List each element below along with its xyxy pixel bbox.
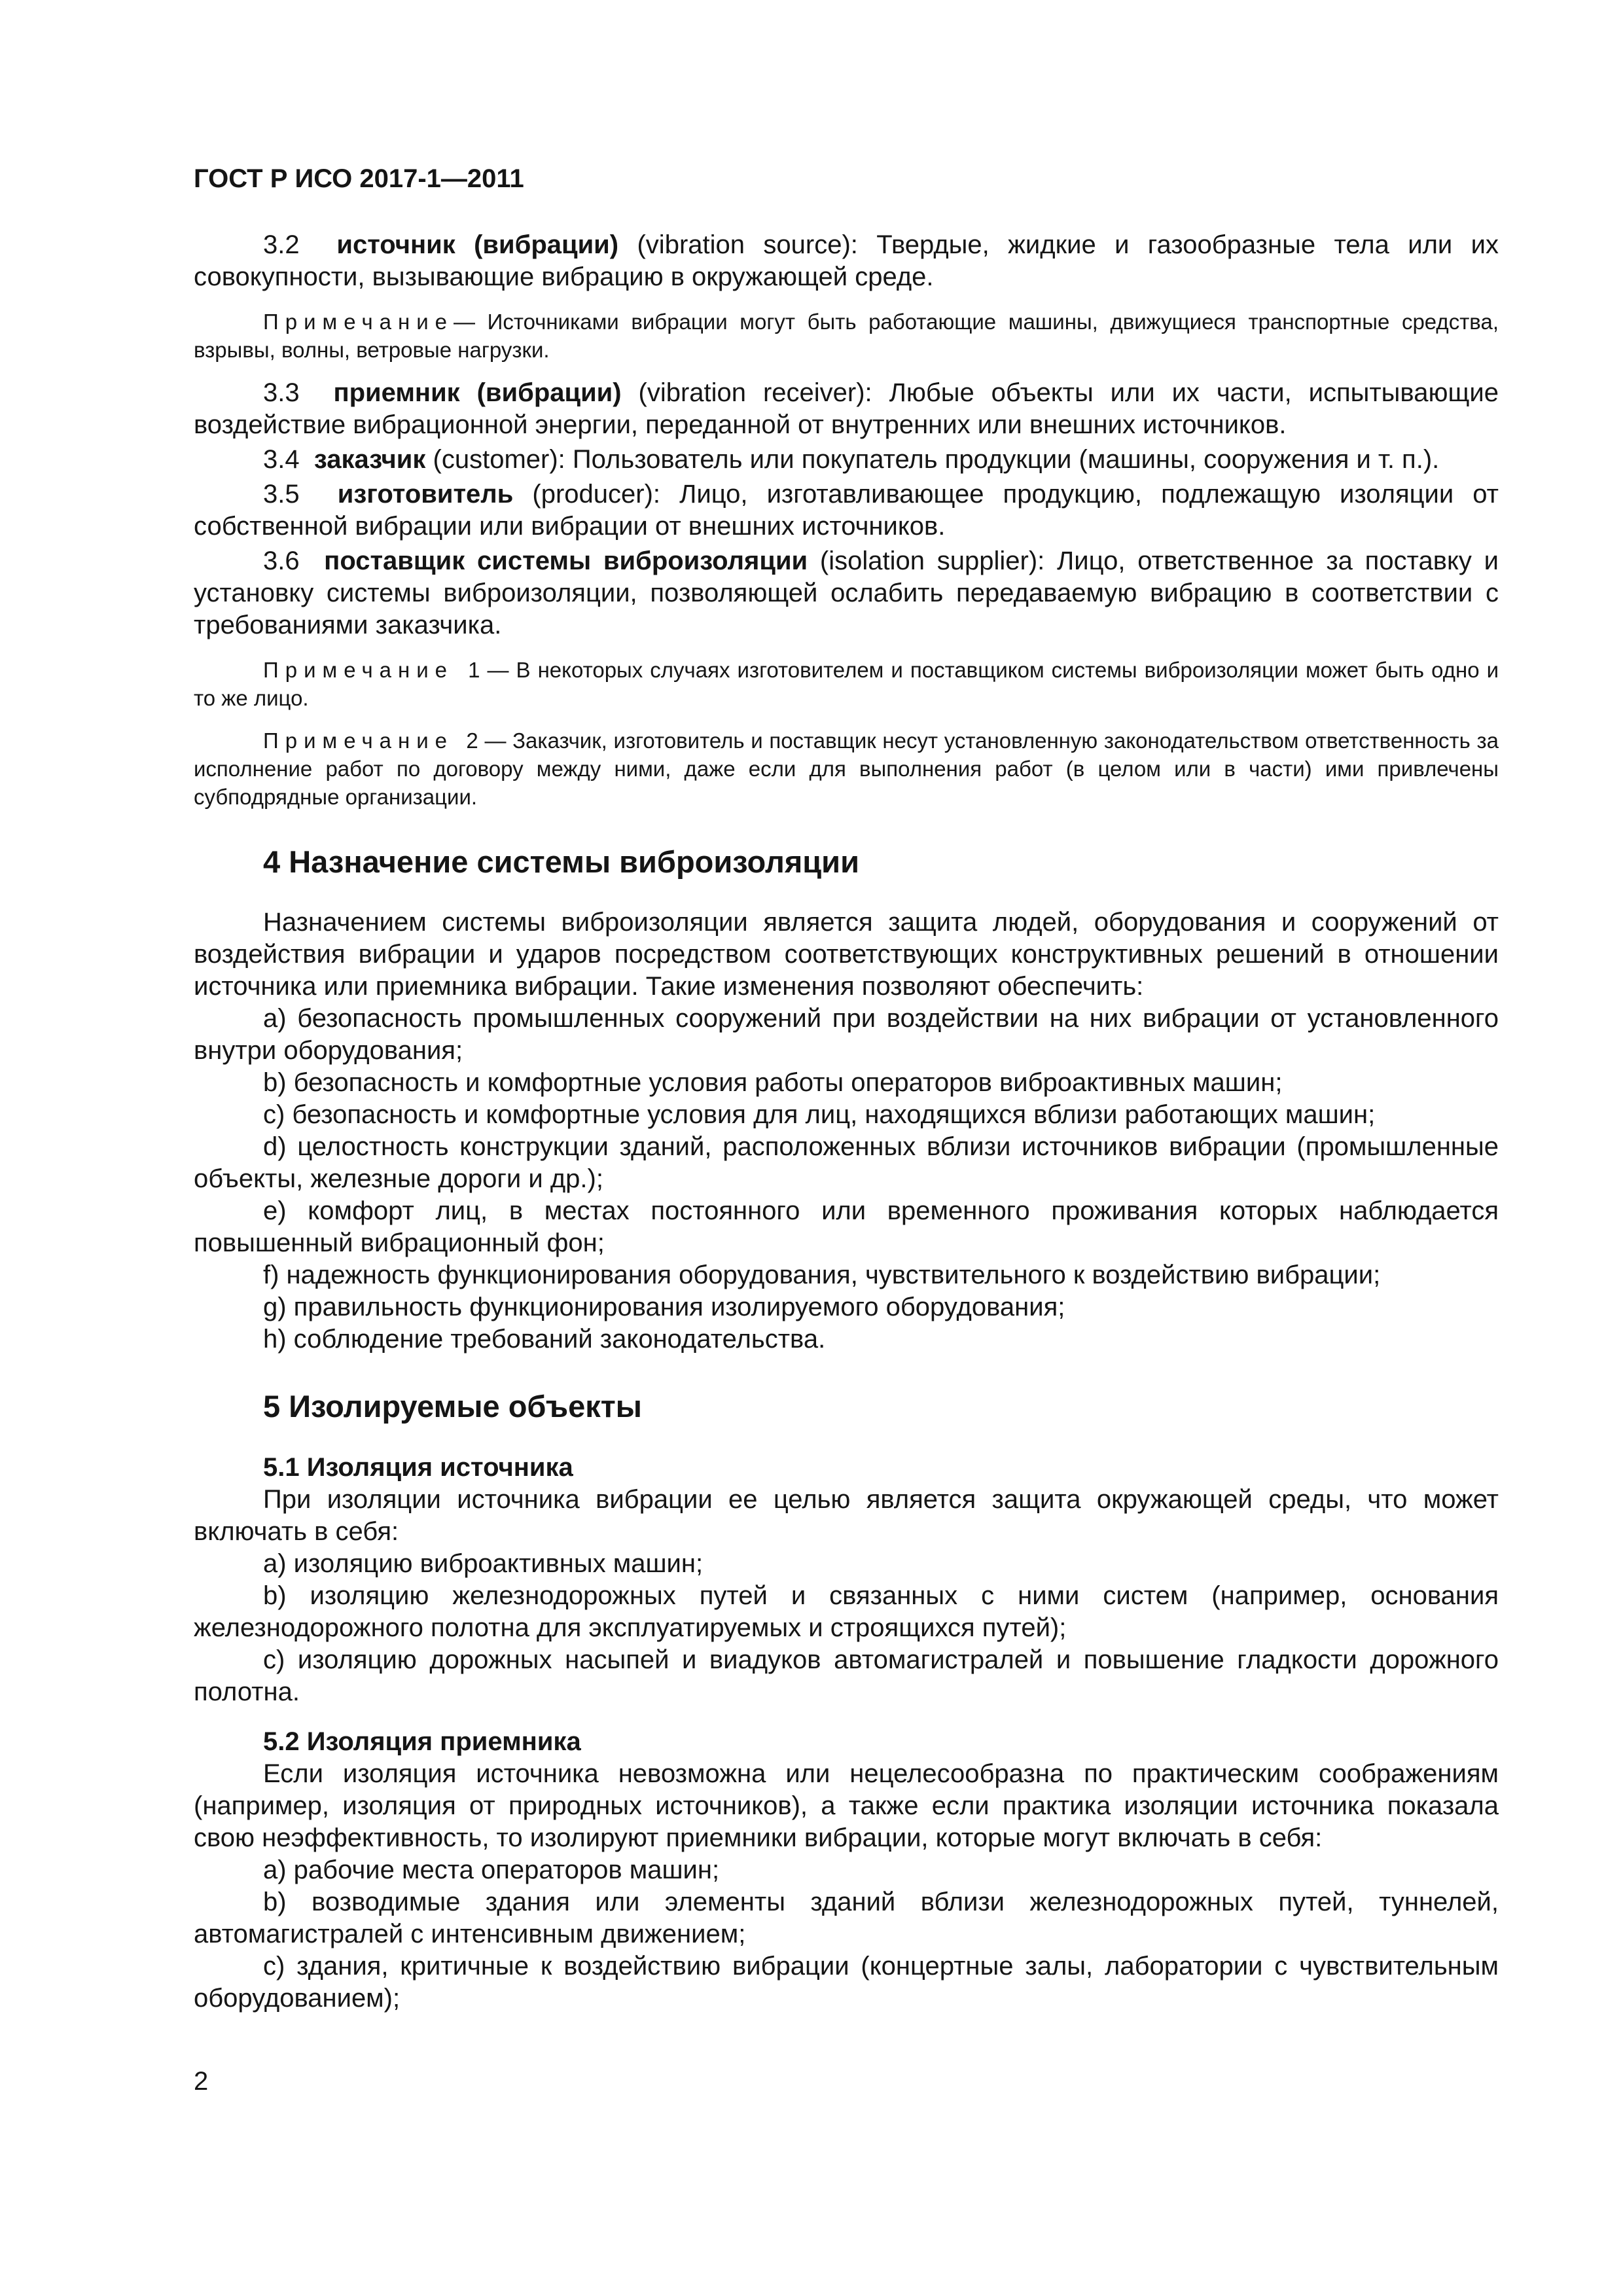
note-label: Примечание xyxy=(263,728,454,753)
term-english: (vibration source): xyxy=(637,230,858,259)
list-item: c) безопасность и комфортные условия для лиц, находящихся вблизи работающих машин; xyxy=(263,1100,1376,1129)
term-3-5 xyxy=(194,478,1499,543)
note-text: — Заказчик, изготовитель и поставщик несут установленную законодательством ответственность за исполнение работ по договору между ними, даже если для выполнения работ (в целом или в части) ими привлечены субподрядные организации. xyxy=(194,728,1499,809)
term-number: 3.4 xyxy=(263,445,300,474)
list-item: g) правильность функционирования изолируемого оборудования; xyxy=(263,1293,1065,1321)
list-item: a) изоляцию виброактивных машин; xyxy=(263,1549,704,1578)
list-item: f) надежность функционирования оборудования, чувствительного к воздействию вибрации; xyxy=(263,1261,1381,1289)
term-definition: Лицо, ответственное за поставку и установку системы виброизоляции, позволяющей ослабить передаваемую вибрацию в соответствии с требованиями заказчика. xyxy=(194,547,1499,639)
term-number: 3.2 xyxy=(263,230,300,259)
term-3-2 xyxy=(194,229,1499,293)
note-label: Примечание xyxy=(263,310,454,334)
section-4-intro: Назначением системы виброизоляции является защита людей, оборудования и сооружений от воздействия вибрации и ударов посредством соответствующих конструктивных решений в отношении источника или приемника вибрации. Такие изменения позволяют обеспечить: xyxy=(194,908,1499,1001)
term-definition: Твердые, жидкие и газообразные тела или их совокупности, вызывающие вибрацию в окружающей среде. xyxy=(194,230,1499,291)
standard-header: ГОСТ Р ИСО 2017-1—2011 xyxy=(194,164,524,193)
list-item: a) рабочие места операторов машин; xyxy=(263,1856,720,1884)
list-item: b) изоляцию железнодорожных путей и связанных с ними систем (например, основания железнодорожного полотна для эксплуатируемых и строящихся путей); xyxy=(194,1581,1499,1642)
term-name: заказчик xyxy=(313,445,426,474)
term-english: (vibration receiver): xyxy=(638,378,872,407)
term-number: 3.6 xyxy=(263,547,300,575)
note-number: 1 xyxy=(468,658,480,682)
term-definition: Любые объекты или их части, испытывающие воздействие вибрационной энергии, переданной от внутренних или внешних источников. xyxy=(194,378,1499,439)
note-3-6-1 xyxy=(194,656,1499,712)
term-definition: Лицо, изготавливающее продукцию, подлежащую изоляции от собственной вибрации или вибрации от внешних источников. xyxy=(194,480,1499,541)
list-item: a) безопасность промышленных сооружений при воздействии на них вибрации от установленного внутри оборудования; xyxy=(194,1004,1499,1065)
list-item: b) возводимые здания или элементы зданий вблизи железнодорожных путей, туннелей, автомагистралей с интенсивным движением; xyxy=(194,1888,1499,1948)
term-name: изготовитель xyxy=(337,480,514,509)
section-5-heading: 5 Изолируемые объекты xyxy=(263,1389,642,1424)
term-english: (customer): xyxy=(433,445,565,474)
list-item: c) изоляцию дорожных насыпей и виадуков автомагистралей и повышение гладкости дорожного полотна. xyxy=(194,1645,1499,1706)
term-english: (producer): xyxy=(532,480,661,509)
term-english: (isolation supplier): xyxy=(819,547,1045,575)
note-3-2 xyxy=(194,308,1499,364)
term-number: 3.3 xyxy=(263,378,300,407)
note-text: — Источниками вибрации могут быть работающие машины, движущиеся транспортные средства, взрывы, волны, ветровые нагрузки. xyxy=(194,310,1499,362)
term-3-6 xyxy=(194,545,1499,641)
subsection-5-1-intro: При изоляции источника вибрации ее целью является защита окружающей среды, что может включать в себя: xyxy=(194,1485,1499,1546)
term-definition: Пользователь или покупатель продукции (машины, сооружения и т. п.). xyxy=(572,445,1440,474)
term-number: 3.5 xyxy=(263,480,300,509)
subsection-5-2-heading: 5.2 Изоляция приемника xyxy=(263,1727,581,1756)
list-item: e) комфорт лиц, в местах постоянного или временного проживания которых наблюдается повышенный вибрационный фон; xyxy=(194,1196,1499,1257)
note-text: — В некоторых случаях изготовителем и поставщиком системы виброизоляции может быть одно и то же лицо. xyxy=(194,658,1499,710)
subsection-5-1-heading: 5.1 Изоляция источника xyxy=(263,1453,573,1482)
subsection-5-2-intro: Если изоляция источника невозможна или нецелесообразна по практическим соображениям (например, изоляция от природных источников), а также если практика изоляции источника показала свою неэффективность, то изолируют приемники вибрации, которые могут включать в себя: xyxy=(194,1759,1499,1852)
term-name: приемник (вибрации) xyxy=(333,378,622,407)
list-item: d) целостность конструкции зданий, расположенных вблизи источников вибрации (промышленные объекты, железные дороги и др.); xyxy=(194,1132,1499,1193)
page-content xyxy=(194,162,1499,2015)
note-3-6-2 xyxy=(194,726,1499,811)
note-number: 2 xyxy=(466,728,478,753)
note-label: Примечание xyxy=(263,658,454,682)
list-item: c) здания, критичные к воздействию вибрации (концертные залы, лаборатории с чувствительным оборудованием); xyxy=(194,1952,1499,2013)
term-name: источник (вибрации) xyxy=(336,230,619,259)
term-3-3 xyxy=(194,377,1499,441)
list-item: b) безопасность и комфортные условия работы операторов виброактивных машин; xyxy=(263,1068,1283,1097)
term-3-4 xyxy=(194,444,1499,476)
section-4-heading: 4 Назначение системы виброизоляции xyxy=(263,844,859,879)
term-name: поставщик системы виброизоляции xyxy=(324,547,808,575)
list-item: h) соблюдение требований законодательства. xyxy=(263,1325,826,1354)
page-number: 2 xyxy=(194,2067,209,2096)
